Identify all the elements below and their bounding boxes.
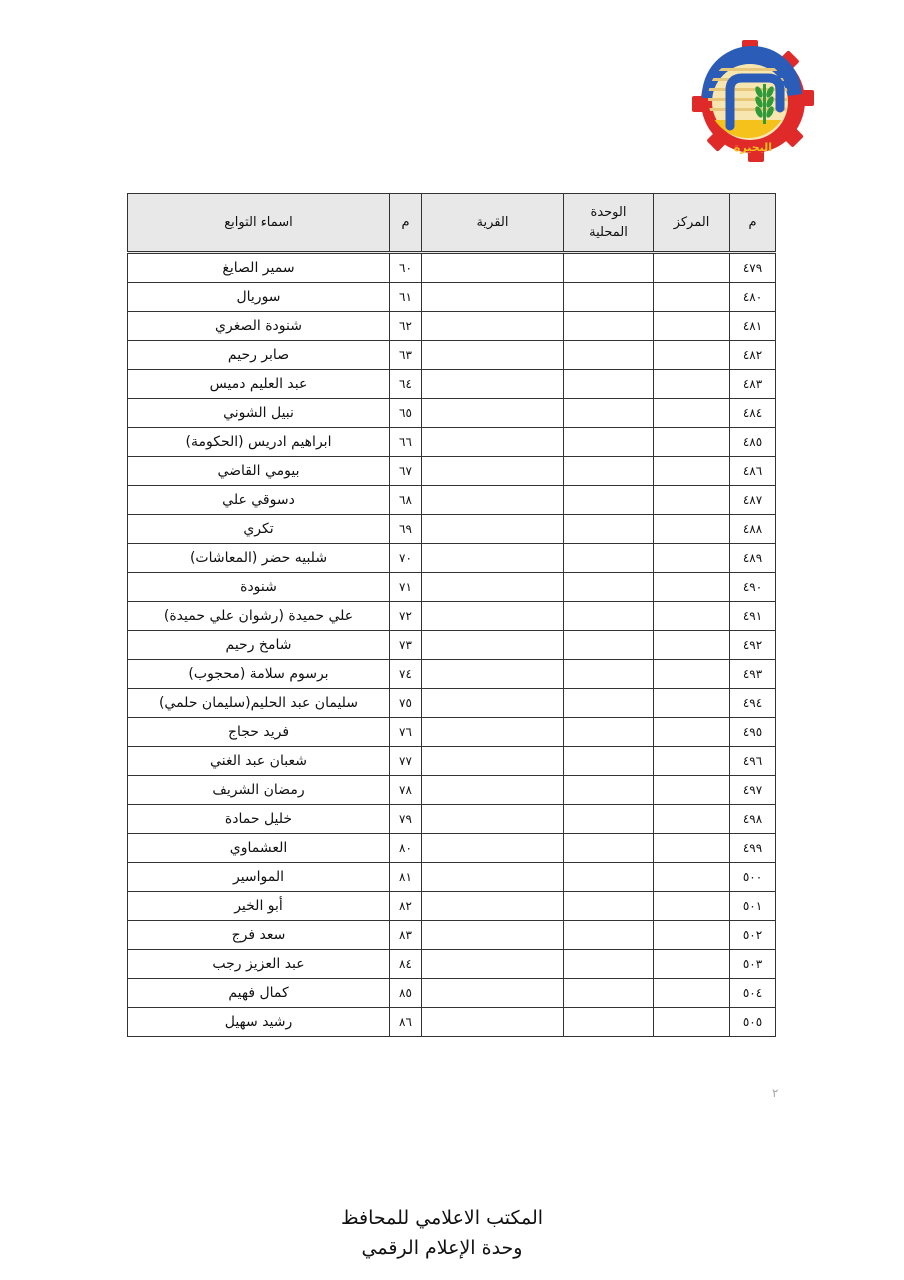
cell-local-unit <box>564 341 654 370</box>
cell-sub-index: ٧٧ <box>390 747 422 776</box>
cell-village <box>422 660 564 689</box>
cell-index: ٥٠١ <box>730 892 776 921</box>
cell-index: ٤٩٥ <box>730 718 776 747</box>
cell-local-unit <box>564 399 654 428</box>
cell-name: صابر رحيم <box>128 341 390 370</box>
cell-index: ٥٠٠ <box>730 863 776 892</box>
cell-name: علي حميدة (رشوان علي حميدة) <box>128 602 390 631</box>
cell-local-unit <box>564 689 654 718</box>
cell-index: ٤٩٤ <box>730 689 776 718</box>
cell-name: أبو الخير <box>128 892 390 921</box>
cell-index: ٤٨٧ <box>730 486 776 515</box>
cell-center <box>654 370 730 399</box>
cell-sub-index: ٨٤ <box>390 950 422 979</box>
cell-sub-index: ٦٥ <box>390 399 422 428</box>
cell-village <box>422 341 564 370</box>
dependencies-table-container <box>127 193 775 1037</box>
header-village: القرية <box>422 194 564 253</box>
cell-village <box>422 312 564 341</box>
dependencies-table <box>127 193 776 1037</box>
table-row <box>128 747 776 776</box>
cell-center <box>654 718 730 747</box>
cell-name: المواسير <box>128 863 390 892</box>
cell-sub-index: ٧٥ <box>390 689 422 718</box>
table-row <box>128 979 776 1008</box>
header-sub-index: م <box>390 194 422 253</box>
cell-local-unit <box>564 1008 654 1037</box>
cell-center <box>654 486 730 515</box>
cell-sub-index: ٦٩ <box>390 515 422 544</box>
cell-sub-index: ٦٤ <box>390 370 422 399</box>
cell-center <box>654 863 730 892</box>
cell-sub-index: ٧٣ <box>390 631 422 660</box>
cell-village <box>422 573 564 602</box>
cell-center <box>654 921 730 950</box>
cell-local-unit <box>564 892 654 921</box>
cell-local-unit <box>564 776 654 805</box>
cell-village <box>422 515 564 544</box>
cell-index: ٤٨٠ <box>730 283 776 312</box>
cell-local-unit <box>564 718 654 747</box>
table-header-row <box>128 194 776 253</box>
cell-sub-index: ٧٨ <box>390 776 422 805</box>
cell-center <box>654 689 730 718</box>
cell-sub-index: ٧١ <box>390 573 422 602</box>
table-row <box>128 283 776 312</box>
table-row <box>128 660 776 689</box>
table-row <box>128 515 776 544</box>
cell-name: رشيد سهيل <box>128 1008 390 1037</box>
footer-unit: وحدة الإعلام الرقمي <box>361 1237 523 1259</box>
cell-index: ٤٩٧ <box>730 776 776 805</box>
cell-name: رمضان الشريف <box>128 776 390 805</box>
cell-center <box>654 631 730 660</box>
table-row <box>128 834 776 863</box>
table-row <box>128 892 776 921</box>
governorate-logo <box>690 38 816 164</box>
cell-sub-index: ٦٠ <box>390 253 422 283</box>
cell-index: ٥٠٥ <box>730 1008 776 1037</box>
cell-sub-index: ٦٨ <box>390 486 422 515</box>
cell-sub-index: ٧٤ <box>390 660 422 689</box>
footer-office: المكتب الاعلامي للمحافظ <box>340 1207 544 1229</box>
cell-index: ٤٨٦ <box>730 457 776 486</box>
cell-name: دسوقي علي <box>128 486 390 515</box>
cell-local-unit <box>564 253 654 283</box>
cell-village <box>422 544 564 573</box>
cell-center <box>654 253 730 283</box>
cell-name: برسوم سلامة (محجوب) <box>128 660 390 689</box>
header-local-unit-line2: المحلية <box>589 224 628 240</box>
cell-name: فريد حجاج <box>128 718 390 747</box>
cell-index: ٤٨٨ <box>730 515 776 544</box>
table-row <box>128 544 776 573</box>
cell-village <box>422 399 564 428</box>
cell-local-unit <box>564 544 654 573</box>
cell-village <box>422 689 564 718</box>
cell-center <box>654 312 730 341</box>
cell-index: ٥٠٣ <box>730 950 776 979</box>
header-names: اسماء التوابع <box>128 194 390 253</box>
cell-center <box>654 428 730 457</box>
cell-name: كمال فهيم <box>128 979 390 1008</box>
table-row <box>128 457 776 486</box>
cell-local-unit <box>564 805 654 834</box>
cell-local-unit <box>564 631 654 660</box>
cell-village <box>422 253 564 283</box>
cell-local-unit <box>564 602 654 631</box>
cell-sub-index: ٦٦ <box>390 428 422 457</box>
cell-local-unit <box>564 312 654 341</box>
cell-sub-index: ٨١ <box>390 863 422 892</box>
table-row <box>128 631 776 660</box>
cell-name: عبد العزيز رجب <box>128 950 390 979</box>
cell-center <box>654 979 730 1008</box>
cell-village <box>422 776 564 805</box>
cell-village <box>422 892 564 921</box>
table-row <box>128 428 776 457</box>
cell-center <box>654 399 730 428</box>
cell-village <box>422 370 564 399</box>
cell-center <box>654 1008 730 1037</box>
cell-local-unit <box>564 834 654 863</box>
table-row <box>128 863 776 892</box>
cell-sub-index: ٧٩ <box>390 805 422 834</box>
cell-village <box>422 631 564 660</box>
cell-center <box>654 660 730 689</box>
cell-name: شنودة الصغري <box>128 312 390 341</box>
cell-center <box>654 283 730 312</box>
cell-name: سليمان عبد الحليم(سليمان حلمي) <box>128 689 390 718</box>
header-center: المركز <box>654 194 730 253</box>
cell-name: سعد فرج <box>128 921 390 950</box>
cell-village <box>422 979 564 1008</box>
cell-center <box>654 892 730 921</box>
cell-center <box>654 950 730 979</box>
cell-sub-index: ٦١ <box>390 283 422 312</box>
cell-sub-index: ٧٢ <box>390 602 422 631</box>
table-row <box>128 805 776 834</box>
cell-center <box>654 834 730 863</box>
cell-sub-index: ٧٠ <box>390 544 422 573</box>
cell-index: ٤٧٩ <box>730 253 776 283</box>
cell-name: شلبيه حضر (المعاشات) <box>128 544 390 573</box>
table-row <box>128 950 776 979</box>
cell-name: ابراهيم ادريس (الحكومة) <box>128 428 390 457</box>
cell-local-unit <box>564 921 654 950</box>
cell-village <box>422 1008 564 1037</box>
cell-sub-index: ٦٧ <box>390 457 422 486</box>
cell-name: شنودة <box>128 573 390 602</box>
cell-village <box>422 283 564 312</box>
table-row <box>128 573 776 602</box>
cell-index: ٤٨٩ <box>730 544 776 573</box>
cell-village <box>422 950 564 979</box>
cell-center <box>654 573 730 602</box>
table-row <box>128 921 776 950</box>
cell-center <box>654 602 730 631</box>
cell-name: نبيل الشوني <box>128 399 390 428</box>
header-index: م <box>730 194 776 253</box>
cell-center <box>654 747 730 776</box>
table-row <box>128 486 776 515</box>
table-row <box>128 776 776 805</box>
cell-name: عبد العليم دميس <box>128 370 390 399</box>
cell-index: ٤٩٣ <box>730 660 776 689</box>
header-local-unit <box>564 194 654 253</box>
cell-sub-index: ٦٢ <box>390 312 422 341</box>
cell-index: ٥٠٢ <box>730 921 776 950</box>
logo-label: البحيرة <box>733 141 773 154</box>
table-body <box>128 253 776 1037</box>
table-row <box>128 689 776 718</box>
cell-village <box>422 457 564 486</box>
cell-local-unit <box>564 863 654 892</box>
cell-center <box>654 515 730 544</box>
cell-local-unit <box>564 747 654 776</box>
cell-village <box>422 805 564 834</box>
cell-index: ٤٩٦ <box>730 747 776 776</box>
table-row <box>128 341 776 370</box>
cell-local-unit <box>564 950 654 979</box>
cell-center <box>654 776 730 805</box>
table-row <box>128 253 776 283</box>
cell-index: ٥٠٤ <box>730 979 776 1008</box>
cell-name: خليل حمادة <box>128 805 390 834</box>
cell-name: تكري <box>128 515 390 544</box>
table-row <box>128 1008 776 1037</box>
cell-local-unit <box>564 283 654 312</box>
cell-local-unit <box>564 660 654 689</box>
cell-local-unit <box>564 428 654 457</box>
cell-local-unit <box>564 979 654 1008</box>
cell-sub-index: ٨٢ <box>390 892 422 921</box>
cell-name: بيومي القاضي <box>128 457 390 486</box>
cell-name: سمير الصايغ <box>128 253 390 283</box>
cell-sub-index: ٧٦ <box>390 718 422 747</box>
cell-local-unit <box>564 515 654 544</box>
cell-sub-index: ٨٦ <box>390 1008 422 1037</box>
cell-village <box>422 921 564 950</box>
cell-index: ٤٩١ <box>730 602 776 631</box>
cell-center <box>654 457 730 486</box>
cell-village <box>422 486 564 515</box>
cell-index: ٤٨١ <box>730 312 776 341</box>
cell-name: شعبان عبد الغني <box>128 747 390 776</box>
cell-local-unit <box>564 457 654 486</box>
cell-village <box>422 834 564 863</box>
cell-index: ٤٨٣ <box>730 370 776 399</box>
cell-village <box>422 863 564 892</box>
cell-name: شامخ رحيم <box>128 631 390 660</box>
cell-village <box>422 602 564 631</box>
header-local-unit-line1: الوحدة <box>590 204 627 220</box>
cell-village <box>422 747 564 776</box>
cell-local-unit <box>564 486 654 515</box>
cell-sub-index: ٦٣ <box>390 341 422 370</box>
cell-index: ٤٨٤ <box>730 399 776 428</box>
cell-name: سوريال <box>128 283 390 312</box>
cell-sub-index: ٨٣ <box>390 921 422 950</box>
cell-village <box>422 428 564 457</box>
cell-index: ٤٩٩ <box>730 834 776 863</box>
page-number: ٢ <box>772 1086 779 1100</box>
cell-local-unit <box>564 370 654 399</box>
cell-local-unit <box>564 573 654 602</box>
cell-center <box>654 544 730 573</box>
cell-village <box>422 718 564 747</box>
cell-name: العشماوي <box>128 834 390 863</box>
cell-center <box>654 805 730 834</box>
cell-sub-index: ٨٠ <box>390 834 422 863</box>
cell-index: ٤٨٥ <box>730 428 776 457</box>
table-row <box>128 312 776 341</box>
cell-index: ٤٩٠ <box>730 573 776 602</box>
cell-index: ٤٩٢ <box>730 631 776 660</box>
cell-center <box>654 341 730 370</box>
table-row <box>128 370 776 399</box>
table-row <box>128 399 776 428</box>
table-row <box>128 718 776 747</box>
cell-index: ٤٩٨ <box>730 805 776 834</box>
table-row <box>128 602 776 631</box>
cell-index: ٤٨٢ <box>730 341 776 370</box>
cell-sub-index: ٨٥ <box>390 979 422 1008</box>
